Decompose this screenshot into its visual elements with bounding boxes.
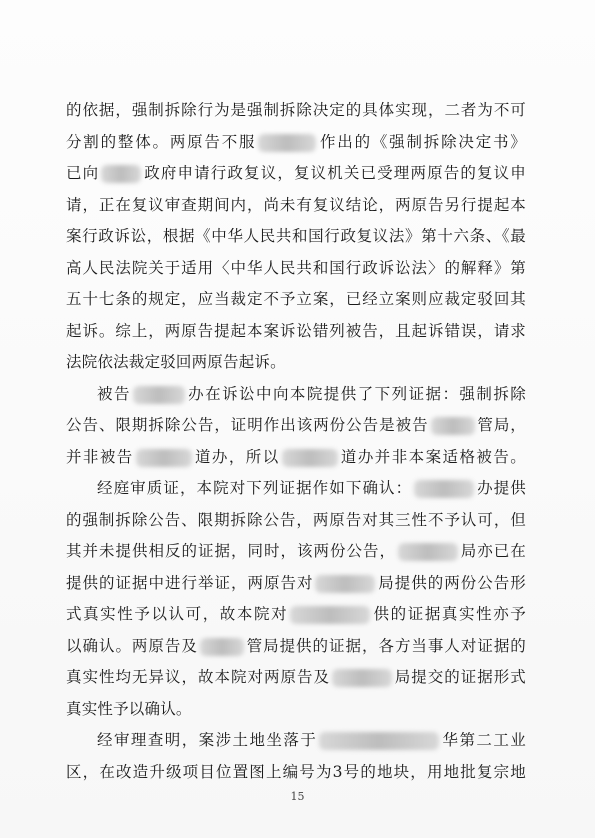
redaction-blur	[398, 543, 458, 561]
redaction-blur	[282, 449, 338, 467]
text-line: 公告、限期拆除公告，证明作出该两份公告是被告 管局，	[66, 416, 527, 434]
text-line: 并非被告 道办，所以 道办并非本案适格被告。	[66, 447, 526, 466]
text-line: 法院依法裁定驳回两原告起诉。	[66, 353, 286, 371]
body-text	[66, 95, 526, 788]
redaction-blur	[414, 480, 474, 498]
redaction-blur	[315, 575, 375, 593]
text-line: 式真实性予以认可，故本院对 供的证据真实性亦予	[66, 605, 526, 623]
text-line: 真实性均无异议，故本院对两原告及 局提交的证据形式	[66, 668, 526, 686]
text-line: 请，正在复议审查期间内，尚未有复议结论，两原告另行提起本	[66, 195, 526, 214]
text-line: 真实性予以确认。	[66, 699, 192, 718]
text-line: 的依据，强制拆除行为是强制拆除决定的具体实现，二者为不可	[66, 101, 526, 119]
text-line: 的强制拆除公告、限期拆除公告，两原告对其三性不予认可，但	[66, 510, 526, 529]
redaction-blur	[101, 165, 141, 183]
text-line: 经审理查明，案涉土地坐落于 华第二工业	[97, 731, 526, 749]
redaction-blur	[431, 417, 475, 435]
text-line: 被告 办在诉讼中向本院提供了下列证据：强制拆除	[97, 384, 526, 403]
redaction-blur	[290, 606, 370, 624]
redaction-blur	[133, 386, 185, 404]
text-line: 起诉。综上，两原告提起本案诉讼错列被告，且起诉错误，请求	[66, 321, 526, 340]
redaction-blur	[136, 449, 192, 467]
text-line: 案行政诉讼，根据《中华人民共和国行政复议法》第十六条、《最	[66, 227, 526, 245]
text-line: 其并未提供相反的证据，同时，该两份公告， 局亦已在	[66, 542, 526, 560]
redaction-blur	[200, 638, 244, 656]
text-line: 区，在改造升级项目位置图上编号为3号的地块，用地批复宗地	[66, 762, 526, 781]
redaction-blur	[319, 732, 439, 750]
text-line: 分割的整体。两原告不服 作出的《强制拆除决定书》	[66, 132, 527, 151]
text-line: 已向 政府申请行政复议，复议机关已受理两原告的复议申	[66, 164, 526, 182]
redaction-blur	[332, 669, 392, 687]
text-line: 经庭审质证，本院对下列证据作如下确认： 办提供	[97, 479, 526, 497]
page-number: 15	[290, 790, 305, 803]
redaction-blur	[258, 134, 316, 152]
text-line: 高人民法院关于适用〈中华人民共和国行政诉讼法〉的解释》第	[66, 258, 526, 277]
text-line: 提供的证据中进行举证，两原告对 局提供的两份公告形	[66, 573, 526, 592]
text-line: 五十七条的规定，应当裁定不予立案，已经立案则应裁定驳回其	[66, 290, 526, 308]
text-line: 以确认。两原告及 管局提供的证据，各方当事人对证据的	[66, 636, 526, 655]
